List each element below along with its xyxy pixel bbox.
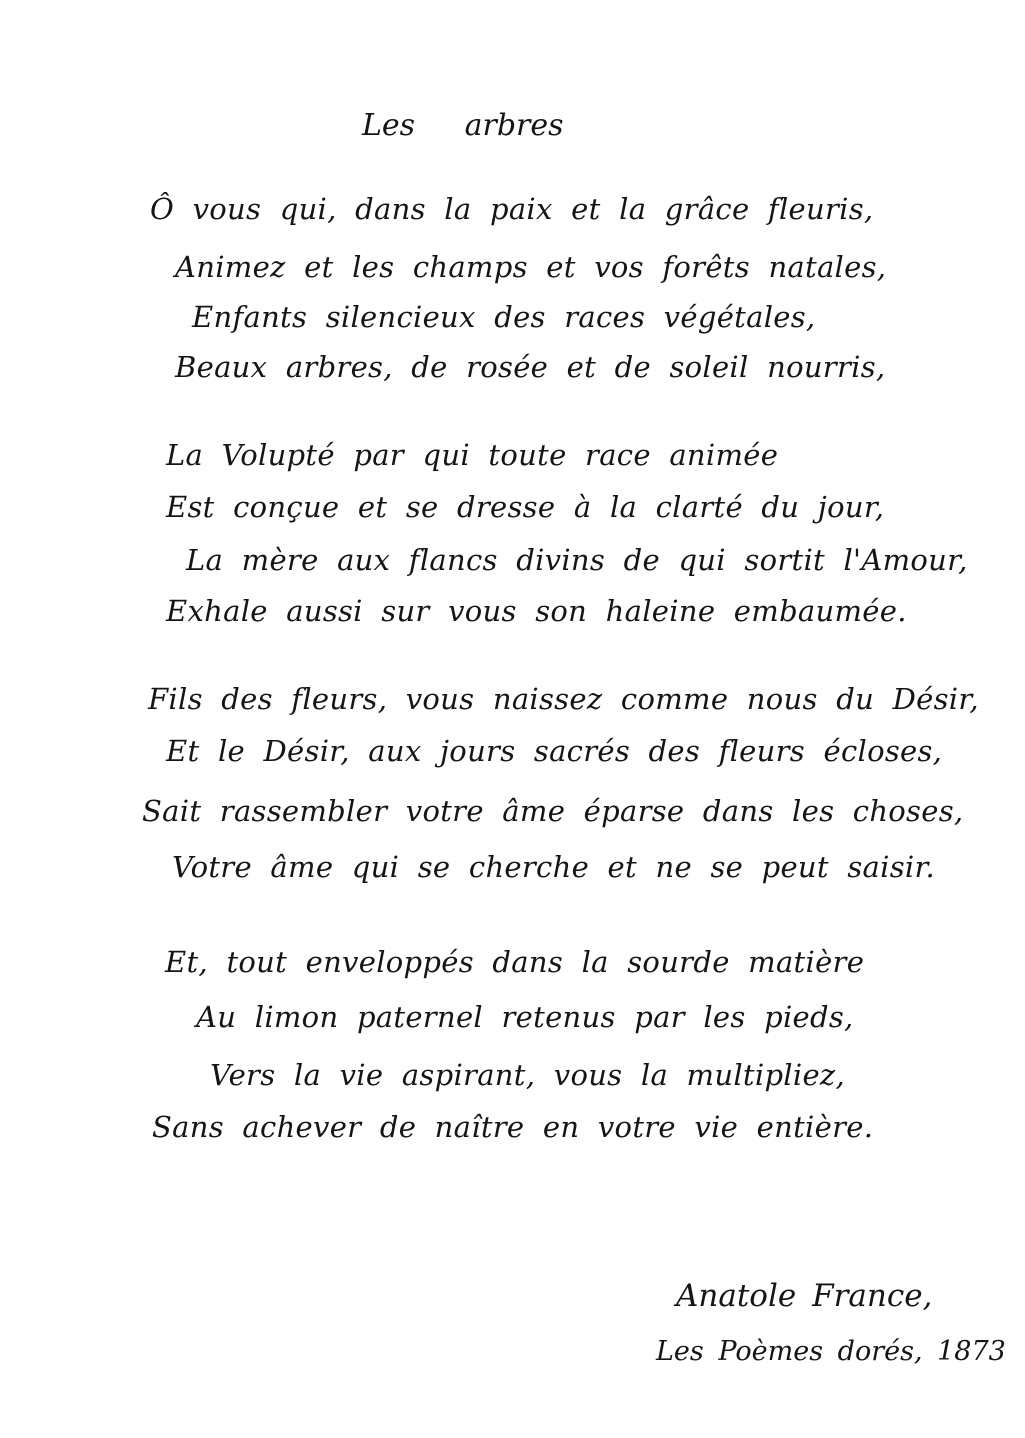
- stanza-3-line-2: Et le Désir, aux jours sacrés des fleurs écloses,: [166, 734, 943, 768]
- stanza-1-line-2: Animez et les champs et vos forêts natales,: [175, 250, 887, 284]
- stanza-1-line-4: Beaux arbres, de rosée et de soleil nourris,: [175, 350, 886, 384]
- stanza-2-line-3: La mère aux flancs divins de qui sortit l'Amour,: [186, 543, 968, 577]
- signature-author: Anatole France,: [676, 1278, 933, 1314]
- stanza-1-line-3: Enfants silencieux des races végétales,: [192, 300, 816, 334]
- stanza-4-line-3: Vers la vie aspirant, vous la multipliez,: [210, 1058, 846, 1092]
- stanza-3-line-3: Sait rassembler votre âme éparse dans les choses,: [142, 794, 964, 828]
- stanza-2-line-1: La Volupté par qui toute race animée: [166, 438, 779, 472]
- stanza-4-line-2: Au limon paternel retenus par les pieds,: [196, 1000, 854, 1034]
- stanza-1-line-1: Ô vous qui, dans la paix et la grâce fleuris,: [150, 192, 874, 226]
- poem-title: Les arbres: [362, 108, 564, 143]
- stanza-2-line-2: Est conçue et se dresse à la clarté du jour,: [166, 490, 885, 524]
- signature-source: Les Poèmes dorés, 1873: [656, 1336, 1006, 1367]
- stanza-3-line-4: Votre âme qui se cherche et ne se peut saisir.: [172, 850, 935, 884]
- stanza-3-line-1: Fils des fleurs, vous naissez comme nous du Désir,: [148, 682, 979, 716]
- stanza-2-line-4: Exhale aussi sur vous son haleine embaumée.: [166, 594, 907, 628]
- stanza-4-line-1: Et, tout enveloppés dans la sourde matière: [165, 945, 865, 979]
- stanza-4-line-4: Sans achever de naître en votre vie entière.: [152, 1110, 874, 1144]
